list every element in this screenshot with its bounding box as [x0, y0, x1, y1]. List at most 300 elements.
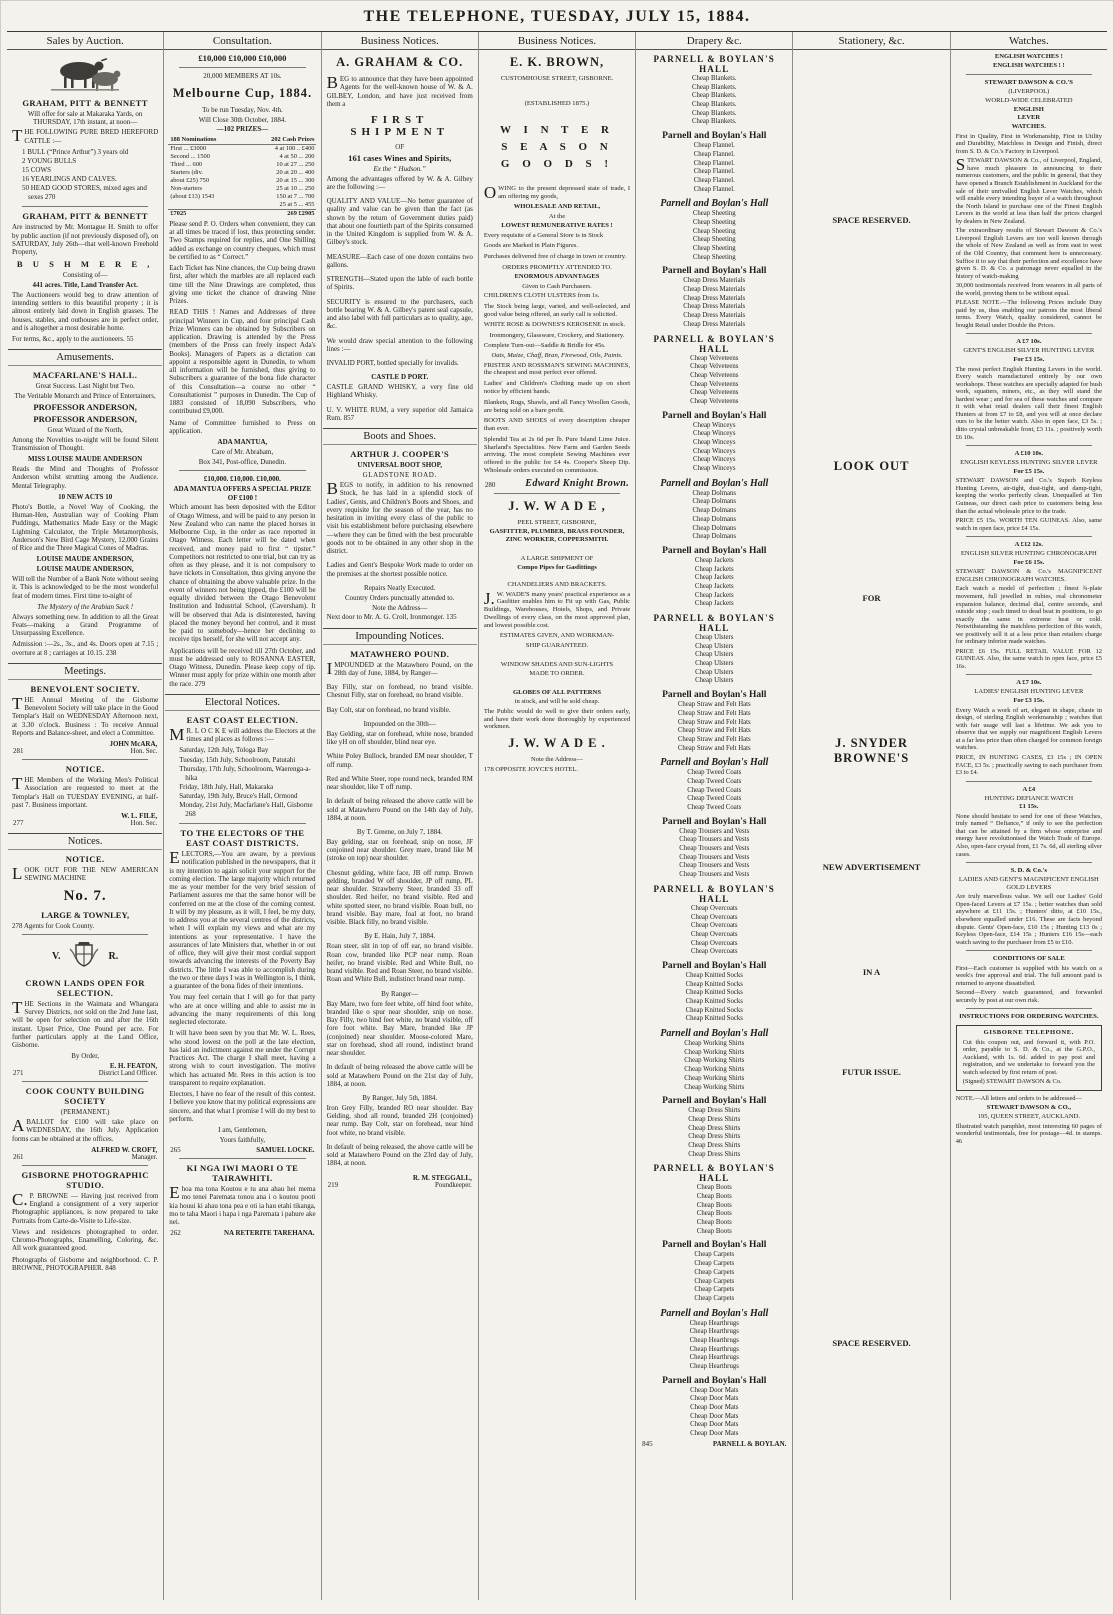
centered-text: Country Orders punctually attended to.: [344, 593, 455, 602]
paragraph: Are truly marvellous value. We sell our Ladies' Gold Open-faced Levers at £7 15s. ; better watches than sold anywhere at £11 15s. ; Hunters' ditto, at £10 15s., elsewhere equalled under £16. These are facts beyond dispute. Gents' Open-face, £10 15s ; Hunting £13 0s ; Keyless Open-face, £14 15s ; Hunters £16 15s—each watch saving to the purchaser from £5 to £10.: [955, 893, 1102, 946]
article-title: EAST COAST ELECTION.: [186, 714, 299, 725]
paragraph: Every Watch a work of art, elegant in shape, chaste in design, of sterling English workmanship ; watches that with fair usage will last a lifetime. We ask you to observe that we supply our magnificent English Levers at a far less price than often charged for common foreign watches.: [955, 706, 1102, 752]
list-item: Friday, 18th July, Hall, Makaraka: [179, 782, 274, 791]
paragraph: Photo's Bottle, a Novel Way of Cooking, the Human-Hen, Australian way of Cooking Plum Puddings, Mathematics Made Easy or the Magic Lightning Calculator, the Triple Metamorphosis, Anderson's New Bird Cage Mystery, 12,000 Grains of Rice and the Three Magical Cones of Madras.: [12, 502, 159, 553]
display-heading: A. GRAHAM & CO.: [336, 55, 464, 69]
paragraph: The most perfect English Hunting Levers in the world. Every watch manufactured entirely by our own workshops. These watches are specially adapted for bush work, squatters, miners, etc., as they will stand the hardest wear ; and for sea of these watches and compare it with what retail dealers call their finest English Hunters at from £7 to £8, and you will at once declare ours to be the better watch. Also in open face, £3 5s. ; ditto crystal unbreakable front, £3 11s. ; positively worth £6 10s.: [955, 365, 1102, 441]
centered-text: GENT'S ENGLISH SILVER HUNTING LEVER: [963, 347, 1095, 355]
centered-text: The Veritable Monarch and Prince of Entertainers,: [14, 392, 156, 401]
paragraph: BEG to announce that they have been appointed Agents for the well-known house of W. & A. GILBEY, London, and have just received from them a: [326, 73, 473, 108]
centered-text: FUTUR ISSUE.: [842, 1066, 901, 1077]
signature: [13, 1146, 157, 1161]
centered-text: SPACE RESERVED.: [832, 1338, 911, 1349]
signature-name: JOHN McARA,: [109, 740, 158, 749]
parnell-group-item: Cheap Trousers and Vests: [679, 853, 750, 861]
centered-text: Compo Pipes for Gasfittings: [517, 564, 597, 572]
centered-text: CASTLE D PORT.: [371, 373, 429, 382]
divider: [22, 1081, 148, 1082]
parnell-group-item: Cheap Door Mats: [690, 1412, 739, 1420]
parnell-group-heading: PARNELL & BOYLAN'S HALL: [653, 613, 775, 633]
column-header: Stationery, &c.: [793, 32, 949, 50]
centered-text: ORDERS PROMPTLY ATTENDED TO.: [502, 263, 612, 271]
parnell-group-item: Cheap Overcoats: [690, 930, 738, 938]
article-title: GISBORNE PHOTOGRAPHIC STUDIO.: [21, 1169, 149, 1190]
parnell-group-item: Cheap Sheeting: [692, 245, 736, 252]
list-item: 15 COWS: [22, 165, 51, 174]
parnell-group-item: Cheap Dress Materials: [683, 277, 746, 285]
centered-text: To be run Tuesday, Nov. 4th.: [202, 105, 283, 114]
parnell-group-item: Cheap Jackets: [694, 582, 734, 590]
centered-text: ENGLISH WATCHES !: [994, 53, 1063, 60]
paragraph: It will have been seen by you that Mr. W. L. Rees, who stood lowest on the poll at the late election, has laid an indictment against me under the Corrupt Practices Act. The charge I shall meet, having a strong wish to court investigation. The motive which has actuated Mr. Rees in this action is too transparent to require explanation.: [169, 1029, 316, 1087]
centered-text: CONDITIONS OF SALE: [992, 955, 1065, 963]
paragraph: STEWART DAWSON & Co., of Liverpool, England, have much pleasure in announcing to their numerous customers, and the public in general, that they have opened a Branch Establishment in Auckland for the sale of their unrivalled English Lever Watches, which will enable every intending buyer of a watch throughout the North Island to purchase one of the Finest English Levers in the world at less than half the prices charged by dealers in New Zealand.: [955, 155, 1102, 225]
centered-text: LARGE & TOWNLEY,: [41, 909, 130, 920]
centered-text: S. D. & Co.'s: [1010, 867, 1047, 875]
paragraph: In default of being released, the above cattle will be sold at Matawhero Pound on the 23rd day of July, 1884, at noon.: [326, 1142, 473, 1168]
divider: [179, 470, 305, 471]
prize-table-cell: Non-starters: [170, 184, 202, 192]
paragraph: Every requisite of a General Store is in Stock: [483, 231, 604, 239]
paragraph: Blankets, Rugs, Shawls, and all Fancy Woollen Goods, are being sold on a bare profit.: [483, 398, 631, 414]
section-heading: Notices.: [8, 833, 162, 850]
signature-name: W. L. FILE,: [121, 812, 158, 821]
article-title: MATAWHERO POUND.: [350, 648, 450, 659]
parnell-group-item: Cheap Velveteens: [690, 397, 739, 405]
centered-text: 441 acres. Title, Land Transfer Act.: [32, 281, 138, 290]
centered-text: Will offer for sale at Makaraka Yards, on THURSDAY, 17th instant, at noon—: [27, 110, 143, 127]
centered-text: For £6 15s.: [1013, 558, 1045, 566]
spaced-heading: W I N T E R: [499, 124, 614, 137]
parnell-group-item: Cheap Dress Shirts: [688, 1150, 741, 1158]
parnell-group-item: Cheap Blankets.: [691, 109, 737, 117]
centered-text: (LIVERPOOL): [1008, 87, 1050, 95]
article-title: ARTHUR J. COOPER'S: [350, 449, 450, 460]
parnell-group-item: Cheap Carpets: [694, 1286, 735, 1294]
column-stationery-c: [793, 32, 950, 1600]
column-body: [793, 53, 949, 1348]
paragraph: Bay gelding, star on forehead, snip on nose, JF conjoined near shoulder. Grey mare, brand like M (stroke on top) near shoulder.: [326, 837, 473, 863]
parnell-group: [637, 1163, 791, 1236]
divider: [966, 536, 1092, 537]
parnell-group-item: Cheap Overcoats: [690, 904, 738, 912]
parnell-group-item: Cheap Winceys: [693, 447, 736, 455]
parnell-group-heading: Parnell and Boylan's Hall: [660, 477, 769, 489]
paragraph: The Stock being large, varied, and well-selected, and good value being offered, an early call is solicited.: [483, 302, 631, 318]
parnell-group-item: Cheap Winceys: [693, 439, 736, 446]
signature-role: Manager.: [131, 1153, 158, 1161]
prize-table-cell: [168, 201, 244, 210]
signature-name: NA RETERITE TAREHANA.: [223, 1229, 315, 1238]
centered-text: Note the Address—: [372, 603, 428, 612]
signature-name: ALFRED W. CROFT,: [91, 1145, 158, 1154]
parnell-group-item: Cheap Sheeting: [692, 227, 736, 235]
paragraph: Ehoa ma tona Koutou e tu ana ahau hei mema mo tenei Paremata tonou ana i o koutou pooti kia houui ki ahau tona pea e oti ia hau etahi tikanga, mo te taha Maori i hapa i nga Paremata i pahure ake nei.: [169, 1183, 316, 1226]
centered-text: ENGLISH KEYLESS HUNTING SILVER LEVER: [960, 459, 1098, 467]
centered-text: in stock, and will be sold cheap.: [514, 698, 600, 706]
parnell-group-item: Cheap Working Shirts: [684, 1048, 745, 1056]
parnell-group-heading: Parnell and Boylan's Hall: [662, 816, 767, 827]
parnell-group-item: Cheap Tweed Coats: [687, 795, 742, 803]
parnell-group-item: Cheap Boots: [696, 1193, 732, 1200]
paragraph: Ladies and Gent's Bespoke Work made to order on the premises at the shortest possible notice.: [326, 561, 473, 578]
paragraph: In default of being released the above cattle will be sold at Matawhero Pound on the 21st day of July, 1884, at noon.: [326, 1063, 473, 1088]
paragraph: LOOK OUT FOR THE NEW AMERICAN SEWING MACHINE: [12, 864, 159, 884]
parnell-group-item: Cheap Knitted Socks: [685, 971, 743, 979]
column-header: Business Notices.: [322, 32, 478, 50]
parnell-group-item: Cheap Boots: [696, 1184, 732, 1192]
centered-text: PROFESSOR ANDERSON,: [33, 402, 137, 413]
parnell-group-item: Cheap Jackets: [694, 591, 734, 599]
centered-text: A £7 10s.: [1016, 679, 1042, 687]
column-body: [951, 53, 1107, 1145]
paragraph: Purchases delivered free of charge in town or country.: [483, 253, 627, 261]
signature-role: Hon. Sec.: [130, 748, 158, 756]
paragraph: None should hesitate to send for one of these Watches, truly named “ Defiance,” if only to see the perfection that can be attained by a firm whose enterprise and energy have revolutionised the Watch Trade of Europe. Also, open-face crystal front, £1 7s. 6d, all sterling silver cases.: [955, 812, 1102, 858]
centered-text: ENORMOUS ADVANTAGES: [514, 273, 600, 281]
divider: [966, 1008, 1092, 1009]
paragraph: NOTE.—All letters and orders to be addressed—: [955, 1094, 1082, 1102]
centered-text: ENGLISH: [1013, 105, 1044, 113]
prize-table-cell: Second ... 1500: [170, 152, 210, 160]
parnell-group-item: Cheap Dolmans: [692, 533, 737, 541]
parnell-group-item: Cheap Dress Materials: [683, 312, 746, 320]
centered-text: WORLD-WIDE CELEBRATED: [985, 96, 1073, 104]
paragraph: Splendid Tea at 2s 6d per lb. Pure Island Lime Juice. Sharland's Specialities. New Farm and Garden Seeds arriving. The most complete Sewing Machines ever offered to the public for £4 4s. Cooper's Sheep Dip. Wholesale orders executed on commission.: [483, 435, 631, 474]
column-body: [322, 55, 478, 1189]
centered-text: 195, QUEEN STREET, AUCKLAND.: [977, 1113, 1081, 1121]
centered-text: WATCHES.: [1011, 123, 1046, 131]
list-item: Saturday, 12th July, Tologa Bay: [179, 746, 269, 755]
centered-text: LOUISE MAUDE ANDERSON,: [36, 555, 134, 564]
column-sales-by-auction: [7, 32, 164, 1600]
section-heading: Impounding Notices.: [323, 628, 477, 645]
paragraph: Bay Filly, star on forehead, no brand visible. Chesnut Filly, star on forehead, no brand visible.: [326, 683, 473, 700]
parnell-group-item: Cheap Door Mats: [690, 1404, 739, 1412]
prize-table-cell: (about £13) 1543: [170, 192, 215, 200]
parnell-group: [637, 411, 791, 474]
paragraph: Ladies' and Children's Clothing made up on short notice by efficient hands.: [483, 380, 631, 396]
parnell-group: [637, 1240, 791, 1303]
centered-text: By Ranger, July 5th, 1884.: [362, 1094, 438, 1102]
centered-text: CHANDELIERS AND BRACKETS.: [507, 581, 607, 589]
parnell-group-item: Cheap Trousers and Vests: [679, 871, 750, 879]
centered-text: A £10 10s.: [1014, 450, 1044, 458]
centered-text: By E. Hain, July 7, 1884.: [364, 932, 436, 941]
centered-text: WINDOW SHADES AND SUN-LIGHTS: [500, 660, 614, 668]
section-heading: Electoral Notices.: [165, 694, 319, 711]
paragraph: THE FOLLOWING PURE BRED HEREFORD CATTLE :—: [12, 126, 159, 146]
parnell-group-item: Cheap Door Mats: [690, 1421, 739, 1429]
paragraph: Bay Mare, two fore feet white, off hind foot white, branded like o spur near shoulder, snip on nose. Bay Filly, two hind feet white, no brand visible, off fore foot white. Bay Mare, branded like JP (conjoined) near shoulder. Moose-colored Mare, star on forehead, shod all round, indistinct brand near shoulder.: [326, 999, 473, 1057]
parnell-group-heading: Parnell and Boylan's Hall: [660, 757, 769, 769]
paragraph: Please send P. O. Orders when convenient, they can at all times be traced if lost, thus protecting sender. Two Stamps required for replies, and One Shilling added as exchange on country cheques, which must be certified to as “ Correct.”: [169, 219, 316, 261]
column-body: [164, 53, 320, 1237]
signature: [13, 1062, 157, 1077]
paragraph: Will tell the Number of a Bank Note without seeing it. This is acknowledged to be the most wonderful feat of modern times. First time to-night of: [12, 575, 159, 600]
prize-table-cell: 4 at 50 ... 200: [279, 152, 315, 160]
prize-table-cell: £7025: [168, 209, 244, 218]
parnell-group: [637, 131, 791, 194]
parnell-group-item: Cheap Flannel.: [693, 150, 735, 158]
parnell-group: [637, 690, 791, 753]
signature: [642, 1440, 786, 1448]
centered-text: For £3 15s.: [1013, 697, 1045, 705]
column-body: [479, 55, 635, 773]
spacer: [794, 226, 948, 454]
signature: [170, 1229, 314, 1237]
paragraph: In default of being released the above cattle will be sold at Matawhero Pound on the 14th day of July, 1884, at noon.: [326, 797, 473, 822]
parnell-group-item: Cheap Boots: [696, 1210, 732, 1218]
centered-text: GASFITTER, PLUMBER, BRASS FOUNDER, ZINC WORKER, COPPERSMITH.: [489, 528, 625, 543]
parnell-group-item: Cheap Door Mats: [690, 1395, 739, 1403]
centered-text: LADIES AND GENT'S MAGNIFICENT ENGLISH GOLD LEVERS: [958, 876, 1099, 891]
signature-ref: 262: [170, 1229, 181, 1238]
paragraph: WHITE ROSE & DOWNES'S KEROSENE in stock.: [483, 321, 626, 329]
centered-text: OF: [395, 143, 405, 151]
paragraph: U. V. WHITE RUM, a very superior old Jamaica Rum. 857: [326, 405, 473, 422]
divider: [966, 862, 1092, 863]
signature-name: SAMUEL LOCKE.: [256, 1146, 315, 1154]
parnell-group-item: Cheap Winceys: [693, 421, 736, 429]
parnell-group-item: Cheap Blankets.: [691, 101, 737, 109]
centered-text: Care of Mr. Abraham,: [211, 448, 274, 457]
divider: [179, 67, 305, 68]
parnell-group-item: Cheap Dolmans: [692, 489, 737, 497]
parnell-group-item: Cheap Working Shirts: [684, 1040, 745, 1048]
parnell-group-item: Cheap Ulsters: [695, 660, 734, 668]
parnell-group-item: Cheap Working Shirts: [684, 1066, 745, 1074]
paragraph: Electors, I have no fear of the result of this contest. I believe you know that my political expressions are sincere, and that what I promise I will do my best to perform.: [169, 1090, 316, 1123]
parnell-group-item: Cheap Tweed Coats: [687, 804, 742, 811]
signature-ref: 277: [13, 819, 24, 828]
parnell-group-item: Cheap Carpets: [694, 1277, 735, 1285]
paragraph: The Public would do well to give their orders early, and have their work done thoroughly by experienced workmen.: [483, 707, 631, 731]
parnell-group-item: Cheap Carpets: [694, 1251, 735, 1259]
prize-table-cell: 20 at 20 ... 400: [276, 168, 315, 176]
paragraph: 178 OPPOSITE JOYCE'S HOTEL.: [483, 765, 579, 773]
paragraph: Applications will be received till 27th October, and must be addressed only to ROSANNA EASTER, Otago Witness, Dunedin. Please keep copy of tip. Winner must apply for prize within one month after the race. 279: [169, 646, 316, 688]
cattle-icon: [49, 54, 121, 94]
prize-table-cell: 25 at 10 ... 250: [276, 184, 315, 192]
centered-text: GISBORNE TELEPHONE.: [983, 1029, 1075, 1037]
centered-text: By Ranger—: [381, 989, 419, 998]
parnell-group-item: Cheap Hearthrugs: [689, 1363, 739, 1370]
paragraph: (Signed) STEWART DAWSON & Co.: [962, 1078, 1062, 1086]
centered-text: For £3 15s.: [1013, 356, 1045, 364]
column-header: Business Notices.: [479, 32, 635, 50]
parnell-group-item: Cheap Ulsters: [695, 642, 734, 650]
centered-text: (ESTABLISHED 1875.): [524, 99, 590, 107]
paragraph: Goods are Marked in Plain Figures.: [483, 242, 578, 250]
list-item: Thursday, 17th July, Schoolroom, Waerenga-a-hika: [179, 764, 311, 782]
parnell-group-item: Cheap Door Mats: [690, 1430, 739, 1438]
spacer: [794, 53, 948, 213]
list-item: Tuesday, 15th July, Schoolroom, Patutahi: [179, 755, 296, 764]
centered-text: CUSTOMHOUSE STREET, GISBORNE.: [500, 75, 614, 82]
display-heading: No. 7.: [63, 887, 107, 904]
column-consultation: [164, 32, 321, 1600]
spacer: [480, 574, 634, 580]
signature-ref: 261: [13, 1152, 24, 1161]
centered-text: A £12 12s.: [1014, 541, 1044, 549]
spaced-heading: G O O D S !: [500, 158, 614, 171]
parnell-group-heading: Parnell and Boylan's Hall: [662, 690, 767, 701]
parnell-group-heading: Parnell and Boylan's Hall: [662, 1096, 767, 1107]
paragraph: Admission :—2s., 3s., and 4s. Doors open at 7.15 ; overture at 8 ; carriages at 10.15. 238: [12, 640, 159, 657]
signature: [170, 1146, 314, 1154]
paragraph: MR. L O C K E will address the Electors at the times and places as follows :—: [169, 724, 316, 744]
parnell-group-item: Cheap Straw and Felt Hats: [677, 701, 751, 709]
divider: [966, 445, 1092, 446]
centered-text: £10,000. £10,000. £10,000.: [203, 475, 281, 484]
centered-text: B U S H M E R E ,: [16, 259, 154, 270]
signature-ref: 219: [327, 1180, 339, 1189]
paragraph: The Auctioneers would beg to draw attention of intending settlers to this beautiful property ; it is almost entirely laid down in English grasses. The houses, stables, and outhouses are in perfect order, and is altogether a most desirable home.: [12, 290, 159, 332]
spacer: [794, 771, 948, 861]
signature-ref: 280: [484, 480, 496, 489]
paragraph: 278 Agents for Cook County.: [12, 921, 95, 930]
signature-name-block: [525, 478, 629, 489]
parnell-group-item: Cheap Straw and Felt Hats: [677, 735, 751, 743]
display-heading: Melbourne Cup, 1884.: [172, 85, 313, 100]
parnell-group-item: Cheap Working Shirts: [684, 1057, 745, 1065]
article-title: NOTICE.: [65, 764, 105, 775]
divider: [179, 1158, 305, 1159]
paragraph: OWING to the present depressed state of trade, I am offering my goods,: [483, 182, 631, 202]
column-drapery-c: [636, 32, 793, 1600]
paragraph: BOOTS AND SHOES of every description cheaper than ever.: [483, 417, 631, 433]
parnell-group-item: Cheap Winceys: [693, 430, 736, 438]
centered-text: A £7 10s.: [1016, 338, 1042, 346]
list: [179, 746, 317, 819]
parnell-group: [637, 1308, 791, 1372]
paragraph: QUALITY AND VALUE—No better guarantee of quality and value can be given than the fact (as shown by the return of Government duties paid) that about one fourtieth part of the Spirits consumed in the United Kingdom is supplied from W. & A. Gilbey's stock.: [326, 197, 473, 247]
parnell-group-item: Cheap Flannel.: [693, 142, 735, 150]
parnell-group-item: Cheap Blankets.: [691, 83, 737, 91]
centered-text: —102 PRIZES—: [216, 125, 269, 134]
paragraph: ELECTORS,—You are aware, by a previous notification published in the newspapers, that it is my intention to again solicit your support for the coming election. The large majority which returned me as your member for the very brief session of Parliament assures me that the same honor will be conferred on me at the close of the coming contest. It will by my pleasure, as it will, I feel, be my duty, to address you at the several centres of the districts, when I will explain my views and what are my intentions as your representative. I have the assurances of late Ministers that, whether in or out of office, they will give their most cordial support towards advancing the interests of the Poverty Bay districts. The little I was able to accomplish during the two or three days I was in Wellington is, I think, a guarantee of the bona fides of their intentions.: [169, 848, 316, 991]
signature-name-block: [256, 1146, 314, 1154]
signature-role: Hon. Sec.: [130, 820, 158, 828]
parnell-group-item: Cheap Tweed Coats: [687, 786, 742, 794]
list-item: 2 YOUNG BULLS: [22, 156, 77, 165]
parnell-group-item: Cheap Door Mats: [690, 1386, 739, 1394]
parnell-group-item: Cheap Dolmans: [692, 507, 737, 515]
parnell-group-item: Cheap Knitted Socks: [685, 989, 743, 997]
parnell-group-heading: Parnell and Boylan's Hall: [662, 1240, 767, 1251]
paragraph: Always something new. In addition to all the Great Feats—making a Grand Programme of Unsurpassing Excellence.: [12, 612, 159, 638]
spacer: [480, 109, 634, 119]
divider: [966, 674, 1092, 675]
column-header: Consultation.: [164, 32, 320, 50]
paragraph: Name of Committee furnished to Press on application.: [169, 418, 316, 435]
parnell-group-item: Cheap Overcoats: [690, 922, 738, 930]
parnell-group-heading: Parnell and Boylan's Hall: [660, 1028, 769, 1040]
centered-text: HUNTING DEFIANCE WATCH: [984, 794, 1074, 802]
parnell-group-item: Cheap Working Shirts: [684, 1083, 745, 1091]
centered-text: Will Close 30th October, 1884.: [198, 115, 287, 124]
signature-ref: 265: [170, 1146, 181, 1154]
paragraph: Illustrated watch pamphlet, most interesting 60 pages of wonderful testimonials, free for postage—4d. in stamps. 46: [955, 1122, 1102, 1145]
parnell-group-item: Cheap Overcoats: [690, 948, 738, 956]
centered-text: IN A: [862, 967, 881, 978]
crest-letter-left: V.: [52, 950, 61, 962]
prize-table-cell: about £25) 750: [170, 176, 210, 184]
paragraph: Among the Novelties to-night will be found Silent Transmission of Thought.: [12, 435, 159, 452]
centered-text: Given to Cash Purchasers.: [522, 282, 592, 290]
spacer: [794, 874, 948, 966]
centered-text: WHOLESALE AND RETAIL,: [513, 203, 601, 211]
masthead: THE TELEPHONE, TUESDAY, JULY 15, 1884.: [363, 8, 751, 25]
list-item: Monday, 21st July, Macfarlane's Hall, Gisborne 268: [179, 801, 313, 819]
prize-table-cell: 269 £2905: [244, 209, 316, 218]
paragraph: INVALID PORT, bottled specially for invalids.: [326, 359, 459, 368]
centered-text: Repairs Neatly Executed.: [364, 583, 436, 592]
centered-text: LEVER: [1017, 114, 1041, 122]
parnell-group-item: Cheap Straw and Felt Hats: [677, 727, 751, 735]
centered-text: Consisting of—: [62, 271, 108, 280]
centered-text: I am, Gentlemen,: [218, 1126, 267, 1135]
centered-text: MADE TO ORDER.: [529, 670, 585, 678]
signature-name: E. H. FEATON,: [109, 1062, 158, 1071]
paragraph: Next door to Mr. A. G. Croll, Ironmonger. 135: [326, 613, 457, 622]
article-title: NOTICE.: [65, 854, 105, 865]
prize-table-cell: 10 at 27 ... 250: [276, 160, 315, 168]
centered-text: The Mystery of the Arabian Sack !: [37, 602, 134, 611]
parnell-group: [637, 334, 791, 407]
signature: [328, 1174, 472, 1189]
paragraph: PLEASE NOTE.—The following Prices include Duty paid by us, thus enabling our patrons the most liberal terms. Every Watch, quality considered, cannot be bought Retail under Double the Prices.: [955, 299, 1102, 329]
parnell-group-item: Cheap Hearthrugs: [689, 1328, 739, 1336]
signature-name-block: [121, 812, 157, 827]
parnell-group-heading: Parnell and Boylan's Hall: [660, 1307, 769, 1319]
paragraph: Each Ticket has Nine chances, the Cup being drawn first, after which the marbles are all replaced each time till the Nine Drawings are completed, thus giving one ticket the chance of drawing Nine Prizes.: [169, 264, 316, 306]
parnell-group-item: Cheap Velveteens: [690, 389, 739, 397]
paragraph: Views and residences photographed to order. Chromo-Photographs, Enamelling, Coloring, &c. All work guaranteed good.: [12, 1227, 159, 1253]
divider: [966, 333, 1092, 334]
paragraph: STRENGTH—Stated upon the lable of each bottle of Spirits.: [326, 275, 473, 292]
paragraph: Are instructed by Mr. Montague H. Smith to offer by public auction (if not previously disposed of), on SATURDAY, July 26th—that well-known Freehold Property,: [12, 223, 159, 257]
paragraph: THE Annual Meeting of the Gisborne Benevolent Society will take place in the Good Templar's Hall on WEDNESDAY Afternoon next, at 3.30 o'clock. Business : To receive Annual Reports and Balance-sheet, and elect a Committee.: [12, 693, 159, 737]
parnell-group-item: Cheap Working Shirts: [684, 1074, 745, 1082]
spacer: [480, 651, 634, 659]
spacer: [794, 979, 948, 1065]
paragraph: CASTLE GRAND WHISKY, a very fine old Highland Whisky.: [326, 383, 473, 400]
signature-name-block: [91, 1146, 157, 1161]
centered-text: Impounded on the 30th—: [363, 719, 436, 728]
column-watches: [951, 32, 1107, 1600]
centered-text: STEWART DAWSON & CO.,: [986, 1104, 1072, 1112]
paragraph: The extraordinary results of Stewart Dawson & Co.'s Liverpool English Levers are too well known through the whole of New Zealand as well as from east to west of the Old Country, that comment here is unnecessary. Suffice it to say that their perfection and excellence have given S. D. & Co. a patronage never equalled in the history of watch-making: [955, 227, 1102, 280]
parnell-group-item: Cheap Boots: [696, 1201, 732, 1209]
parnell-group-item: Cheap Straw and Felt Hats: [677, 718, 751, 726]
section-heading: Amusements.: [8, 349, 162, 366]
parnell-group-item: Cheap Dress Shirts: [688, 1107, 741, 1115]
parnell-group-item: Cheap Hearthrugs: [689, 1336, 739, 1344]
column-body: [636, 54, 792, 1448]
parnell-group-heading: Parnell and Boylan's Hall: [662, 266, 767, 277]
centered-text: By Order,: [71, 1052, 99, 1061]
parnell-group-item: Cheap Carpets: [694, 1260, 735, 1268]
article-title: BENEVOLENT SOCIETY.: [30, 683, 140, 694]
article-title: COOK COUNTY BUILDING SOCIETY: [25, 1086, 145, 1107]
parnell-group-item: Cheap Flannel.: [693, 168, 735, 176]
article-title: CROWN LANDS OPEN FOR SELECTION.: [25, 977, 145, 998]
centered-text: FOR: [862, 592, 881, 603]
article-title: KI NGA IWI MAORI O TE TAIRAWHITI.: [186, 1163, 299, 1183]
display-heading: J. W. W A D E .: [508, 736, 606, 751]
